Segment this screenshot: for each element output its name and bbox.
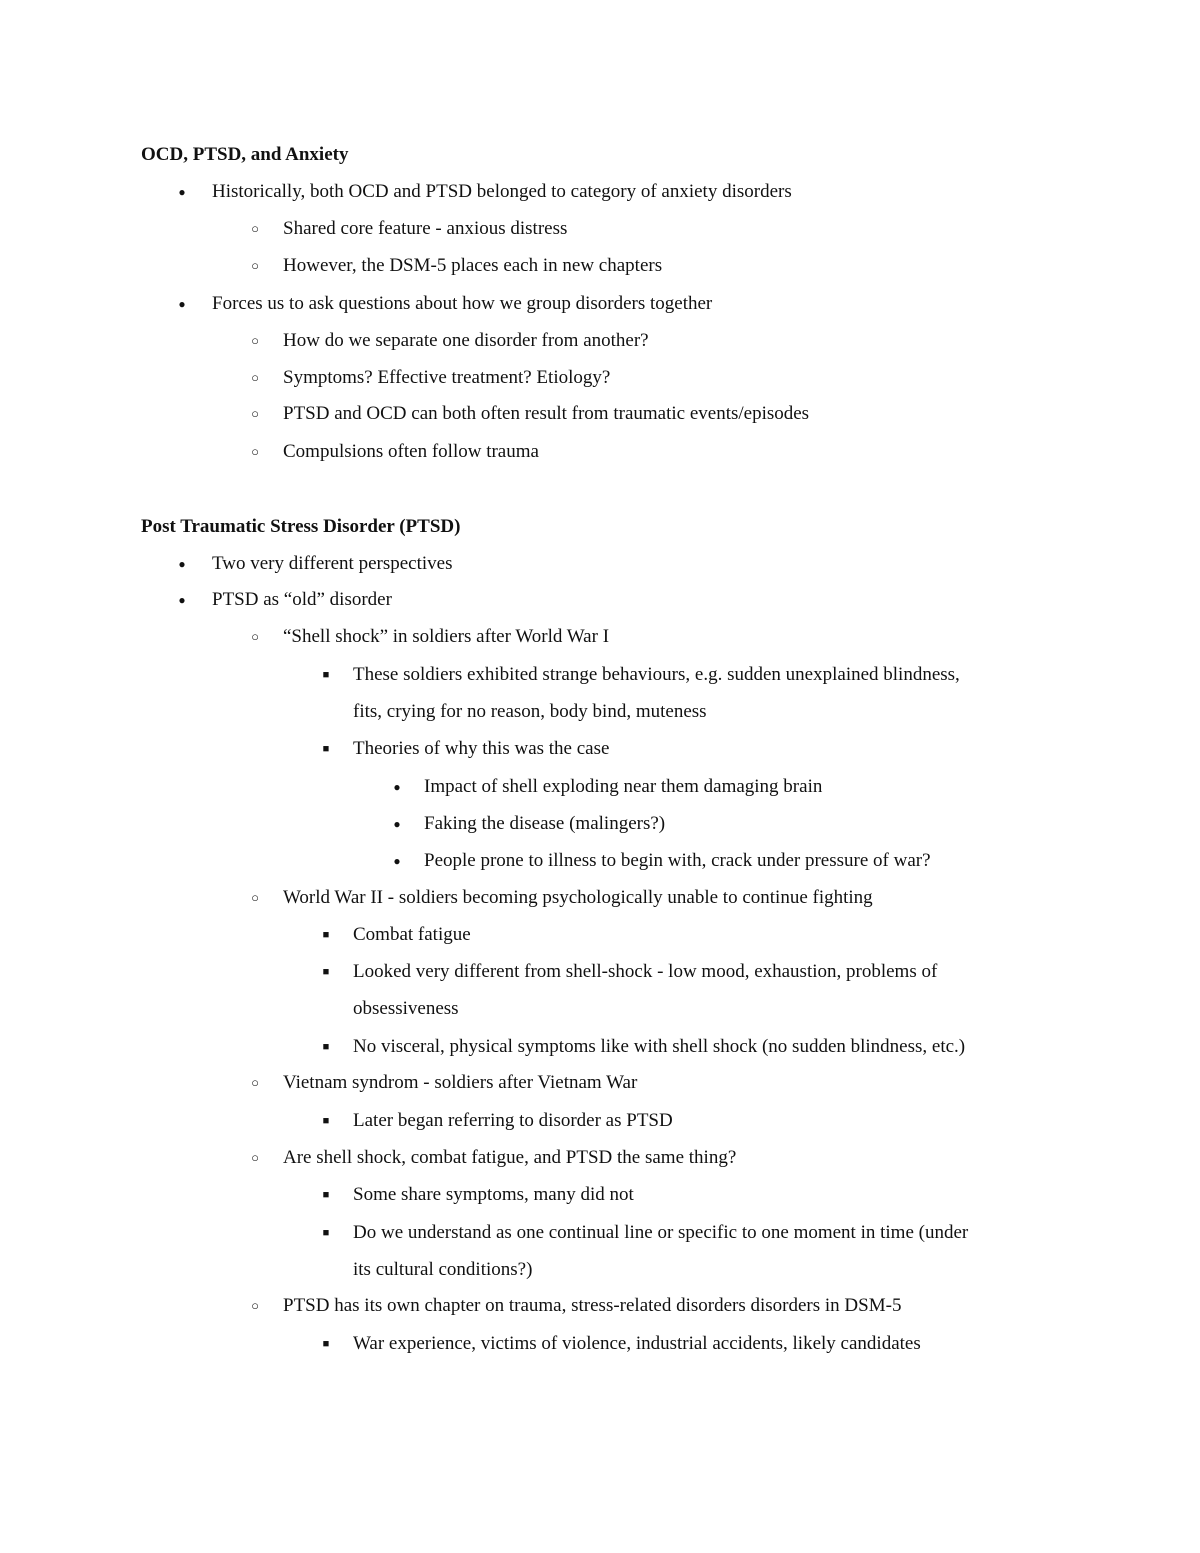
list-item: World War II - soldiers becoming psychologically unable to continue fighting bbox=[283, 887, 873, 908]
list-item: Shared core feature - anxious distress bbox=[283, 218, 568, 239]
bullet-circle-icon bbox=[245, 625, 265, 650]
bullet-disc-icon bbox=[387, 849, 407, 874]
list-item: Two very different perspectives bbox=[212, 553, 453, 574]
bullet-disc-icon bbox=[172, 292, 192, 317]
list-item: PTSD as “old” disorder bbox=[212, 589, 392, 610]
list-item: Faking the disease (malingers?) bbox=[424, 813, 666, 834]
bullet-circle-icon bbox=[245, 440, 265, 465]
bullet-circle-icon bbox=[245, 402, 265, 427]
list-item: Forces us to ask questions about how we group disorders together bbox=[212, 293, 713, 314]
bullet-circle-icon bbox=[245, 217, 265, 242]
list-item-continuation: its cultural conditions?) bbox=[353, 1259, 533, 1280]
list-item: Vietnam syndrom - soldiers after Vietnam War bbox=[283, 1072, 638, 1093]
list-item: Historically, both OCD and PTSD belonged to category of anxiety disorders bbox=[212, 181, 792, 202]
bullet-square-icon bbox=[316, 960, 336, 984]
bullet-square-icon bbox=[316, 663, 336, 687]
list-item-continuation: fits, crying for no reason, body bind, muteness bbox=[353, 701, 707, 722]
bullet-circle-icon bbox=[245, 1294, 265, 1319]
section-heading: Post Traumatic Stress Disorder (PTSD) bbox=[141, 516, 461, 537]
bullet-disc-icon bbox=[172, 180, 192, 205]
bullet-square-icon bbox=[316, 1221, 336, 1245]
list-item: Symptoms? Effective treatment? Etiology? bbox=[283, 367, 611, 388]
bullet-square-icon bbox=[316, 1183, 336, 1207]
list-item: War experience, victims of violence, industrial accidents, likely candidates bbox=[353, 1333, 921, 1354]
list-item: However, the DSM-5 places each in new chapters bbox=[283, 255, 663, 276]
list-item: How do we separate one disorder from another? bbox=[283, 330, 649, 351]
bullet-circle-icon bbox=[245, 254, 265, 279]
bullet-disc-icon bbox=[387, 812, 407, 837]
list-item: These soldiers exhibited strange behaviours, e.g. sudden unexplained blindness, bbox=[353, 664, 960, 685]
bullet-square-icon bbox=[316, 1035, 336, 1059]
bullet-disc-icon bbox=[387, 775, 407, 800]
list-item: Theories of why this was the case bbox=[353, 738, 610, 759]
list-item: “Shell shock” in soldiers after World War I bbox=[283, 626, 610, 647]
list-item: Combat fatigue bbox=[353, 924, 471, 945]
bullet-circle-icon bbox=[245, 1071, 265, 1096]
list-item: Compulsions often follow trauma bbox=[283, 441, 539, 462]
bullet-square-icon bbox=[316, 1109, 336, 1133]
bullet-disc-icon bbox=[172, 588, 192, 613]
list-item: Do we understand as one continual line or specific to one moment in time (under bbox=[353, 1222, 969, 1243]
bullet-circle-icon bbox=[245, 366, 265, 391]
list-item: Looked very different from shell-shock - low mood, exhaustion, problems of bbox=[353, 961, 938, 982]
bullet-square-icon bbox=[316, 737, 336, 761]
list-item: People prone to illness to begin with, crack under pressure of war? bbox=[424, 850, 931, 871]
section-heading: OCD, PTSD, and Anxiety bbox=[141, 144, 349, 165]
list-item: Impact of shell exploding near them damaging brain bbox=[424, 776, 823, 797]
bullet-disc-icon bbox=[172, 552, 192, 577]
list-item: Some share symptoms, many did not bbox=[353, 1184, 634, 1205]
list-item: Later began referring to disorder as PTSD bbox=[353, 1110, 673, 1131]
bullet-square-icon bbox=[316, 1332, 336, 1356]
list-item: PTSD and OCD can both often result from traumatic events/episodes bbox=[283, 403, 810, 424]
list-item: No visceral, physical symptoms like with shell shock (no sudden blindness, etc.) bbox=[353, 1036, 966, 1057]
bullet-circle-icon bbox=[245, 329, 265, 354]
list-item: Are shell shock, combat fatigue, and PTSD the same thing? bbox=[283, 1147, 737, 1168]
list-item: PTSD has its own chapter on trauma, stress-related disorders disorders in DSM-5 bbox=[283, 1295, 902, 1316]
bullet-square-icon bbox=[316, 923, 336, 947]
list-item-continuation: obsessiveness bbox=[353, 998, 459, 1019]
bullet-circle-icon bbox=[245, 886, 265, 911]
bullet-circle-icon bbox=[245, 1146, 265, 1171]
